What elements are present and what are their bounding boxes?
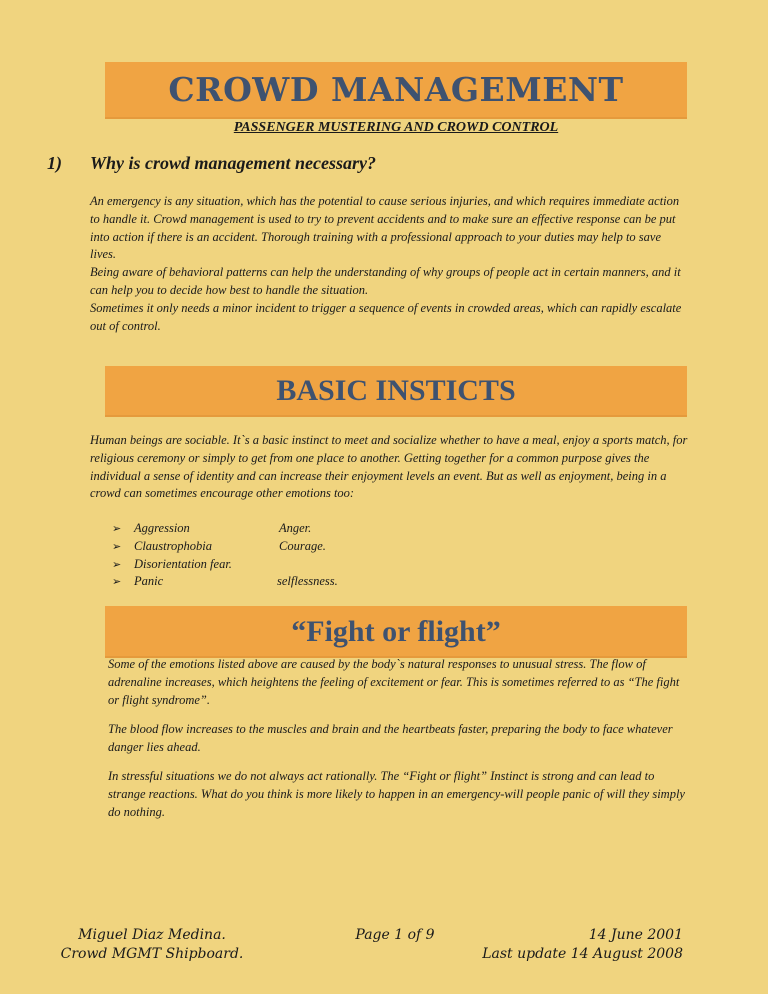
basic-instincts-banner xyxy=(105,366,687,417)
fight-paragraph-3: In stressful situations we do not always act rationally. The “Fight or flight” Instinct is strong and can lead to strange reactions. What do you think is more likely to happen in an emergency-will people panic of will they simply do nothing. xyxy=(108,769,685,819)
emotion-label: Disorientation fear. xyxy=(134,556,232,571)
footer-page-number: Page 1 of 9 xyxy=(355,927,435,943)
footer-document-name: Crowd MGMT Shipboard. xyxy=(60,946,244,962)
emotion-label: Aggression xyxy=(134,521,190,535)
footer-left xyxy=(52,926,252,964)
basic-instincts-title: BASIC INSTICTS xyxy=(276,374,516,407)
document-subtitle: PASSENGER MUSTERING AND CROWD CONTROL xyxy=(233,120,559,135)
title-banner xyxy=(105,62,687,119)
section1-paragraph xyxy=(90,193,690,335)
footer-author: Miguel Diaz Medina. xyxy=(78,927,226,943)
footer-last-update: Last update 14 August 2008 xyxy=(482,946,683,962)
section-heading: Why is crowd management necessary? xyxy=(90,153,376,173)
emotion-label: Courage. xyxy=(279,538,326,553)
emotion-label: Panic xyxy=(134,574,164,589)
fight-or-flight-title: “Fight or flight” xyxy=(291,615,501,648)
document-title: CROWD MANAGEMENT xyxy=(168,70,624,109)
emotion-label: selflessness. xyxy=(277,574,338,589)
basic-instincts-paragraph: Human beings are sociable. It`s a basic instinct to meet and socialize whether to have a meal, enjoy a sports match, for religious ceremony or simply to get from one place to another. Getting together for a common purpose gives the individual a sense of identity and can increase their enjoyment levels an event. But as well as enjoyment, being in a crowd can sometimes encourage other emotions too: xyxy=(90,433,688,501)
arrow-bullet-icon: ➢ xyxy=(112,523,122,535)
arrow-bullet-icon: ➢ xyxy=(112,540,122,553)
emotion-label: Anger. xyxy=(279,521,312,535)
arrow-bullet-icon: ➢ xyxy=(112,576,122,589)
footer-right xyxy=(470,926,683,964)
footer-date: 14 June 2001 xyxy=(588,927,683,943)
section1-text: An emergency is any situation, which has the potential to cause serious injuries, and which requires immediate action to handle it. Crowd management is used to try to prevent accidents and to make sure an effective response can be put into action if there is an accident. Thorough training with a professional approach to your duties may help to save lives. Being aware of behavioral patterns can help the understanding of why groups of people act in certain manners, and it can help you to decide how best to handle the situation. Sometimes it only needs a minor incident to trigger a sequence of events in crowded areas, which can rapidly escalate out of control. xyxy=(90,194,682,333)
fight-paragraph-1: Some of the emotions listed above are caused by the body`s natural responses to unusual stress. The flow of adrenaline increases, which heightens the feeling of excitement or fear. This is sometimes referred to as “The fight or flight syndrome”. xyxy=(108,657,680,707)
emotion-label: Claustrophobia xyxy=(134,538,213,553)
fight-paragraph-2: The blood flow increases to the muscles and brain and the heartbeats faster, preparing the body to face whatever danger lies ahead. xyxy=(108,722,673,754)
arrow-bullet-icon: ➢ xyxy=(112,558,122,571)
section-number: 1) xyxy=(47,153,62,173)
fight-or-flight-banner xyxy=(105,606,687,658)
